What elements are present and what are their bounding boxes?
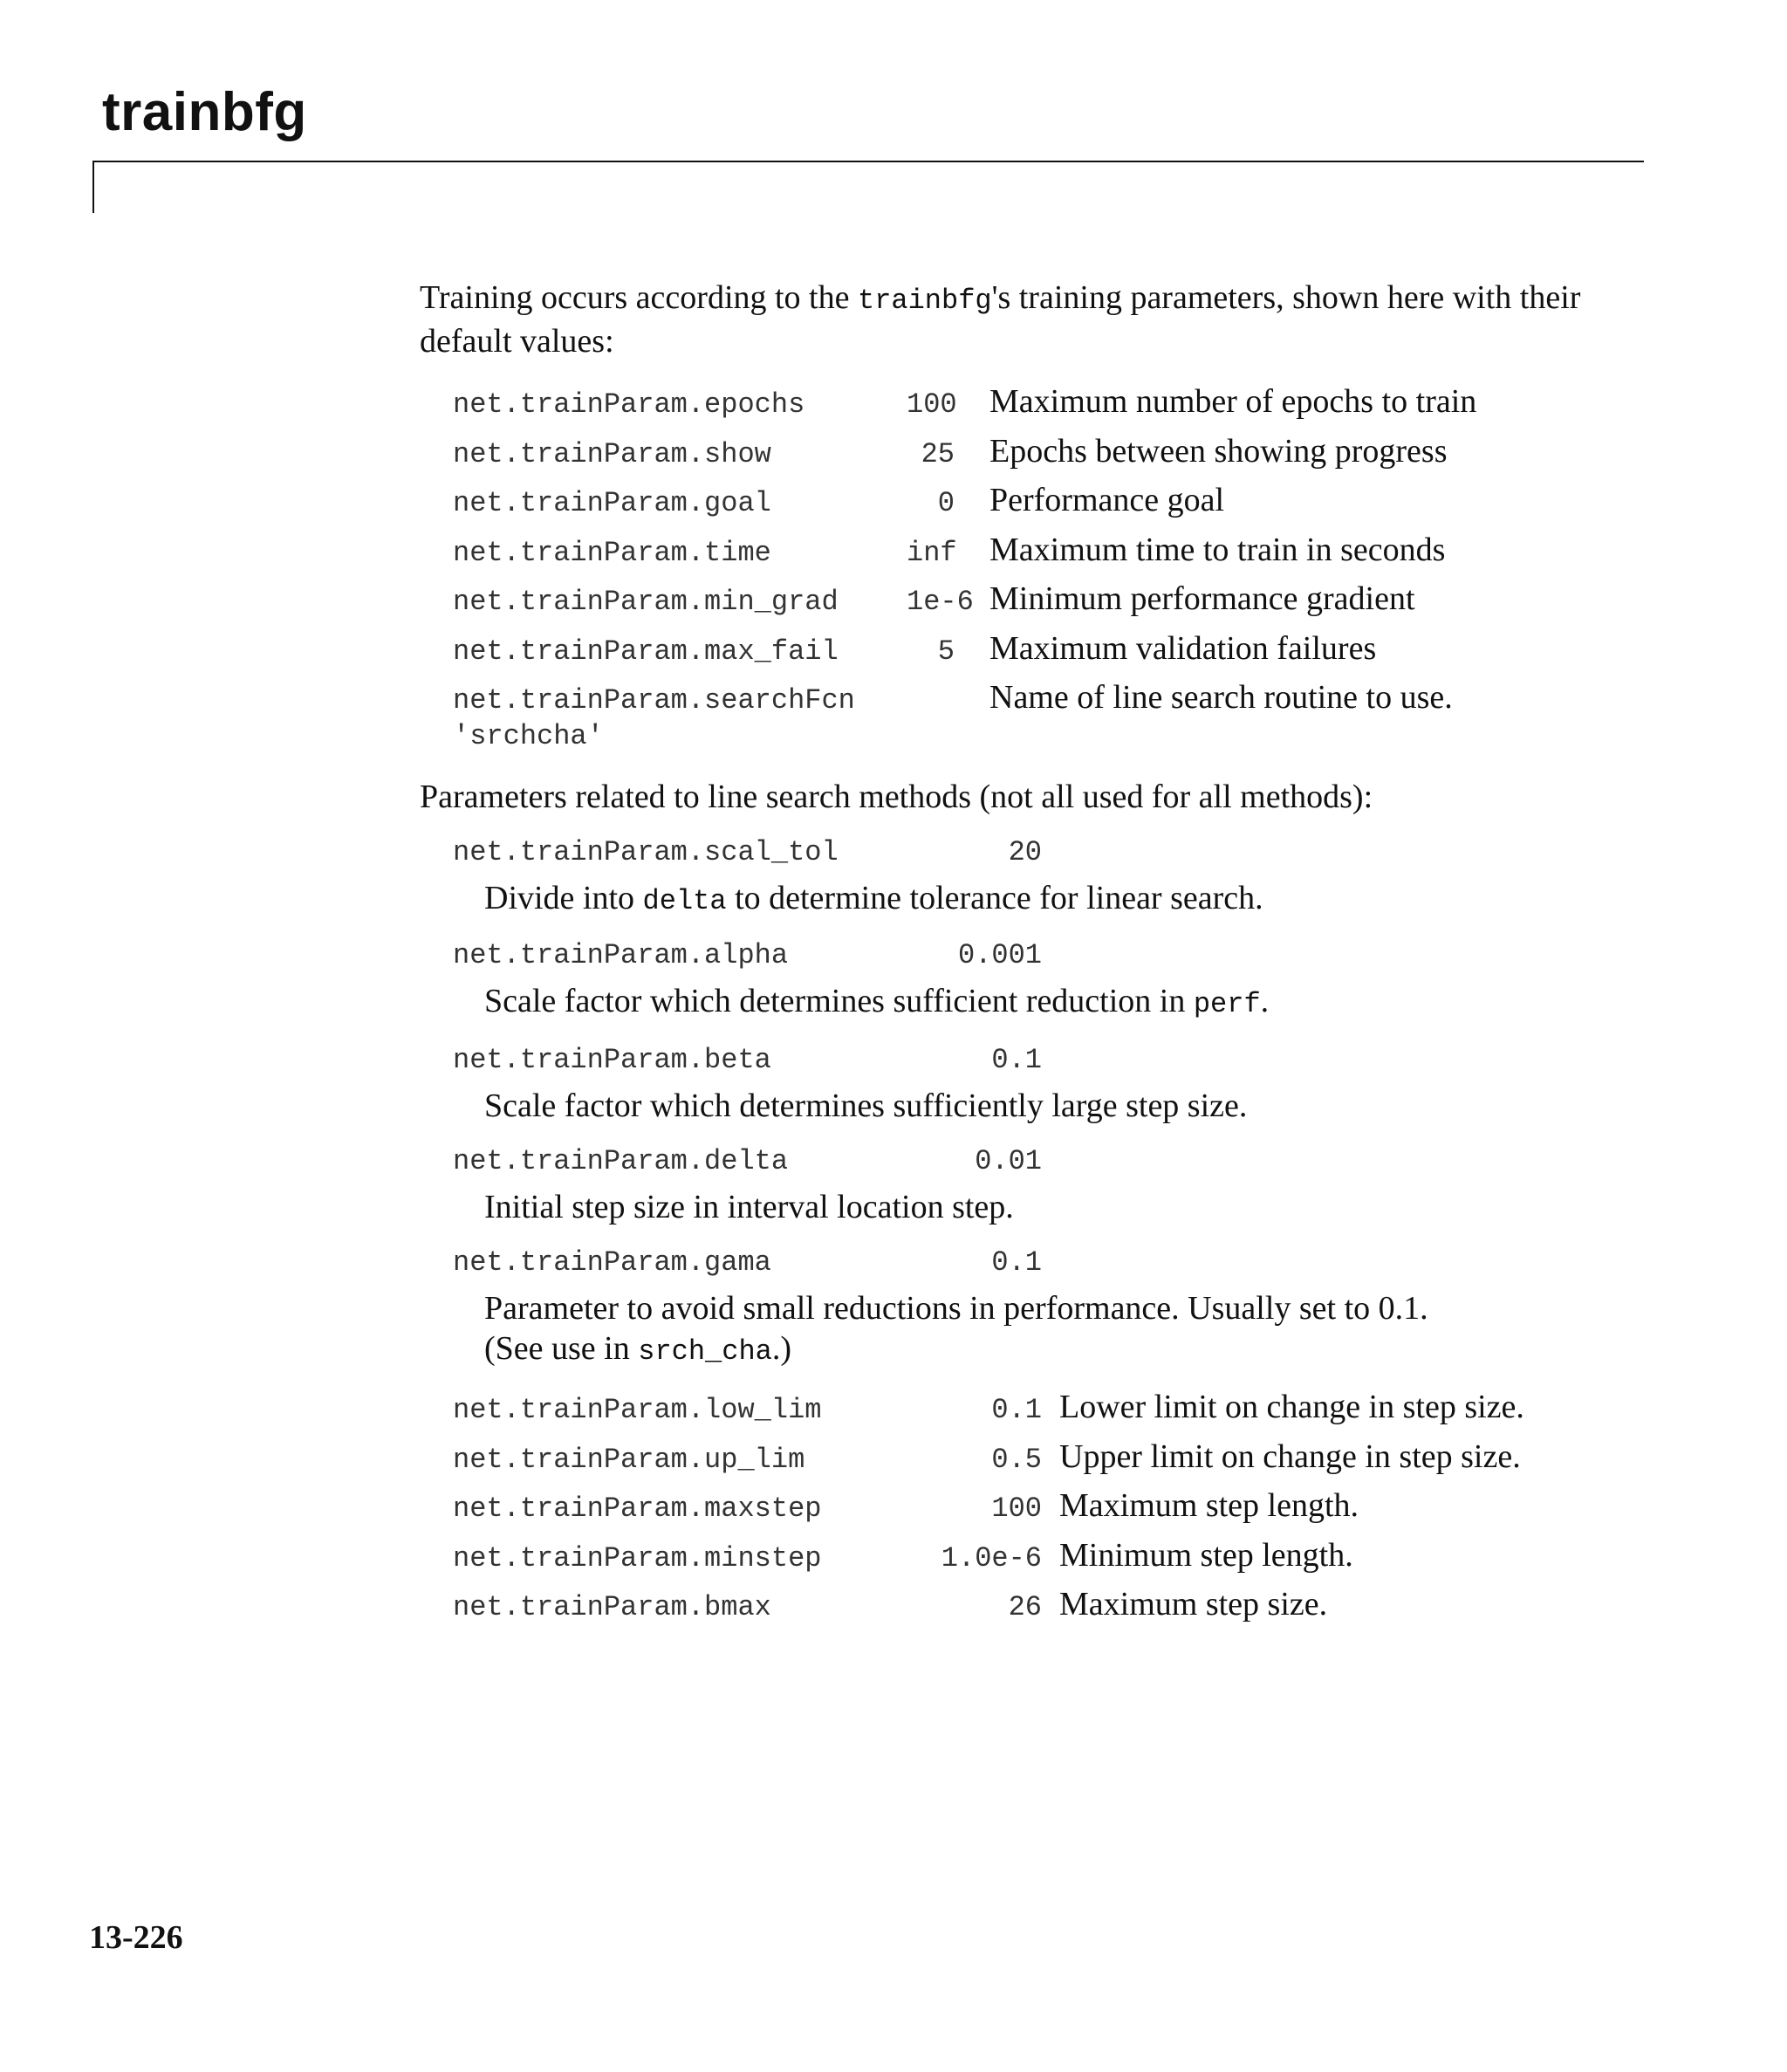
param-desc: Maximum step length. [1059, 1487, 1359, 1524]
line-search-row [453, 836, 1659, 876]
param-value: 'srchcha' [453, 720, 604, 752]
line-search-desc [484, 1328, 1659, 1372]
param-name: net.trainParam.gama [453, 1246, 771, 1279]
limit-row [453, 1585, 1659, 1635]
param-row-searchfcn [453, 678, 1659, 752]
limit-row [453, 1536, 1659, 1586]
param-name: net.trainParam.min_grad [453, 586, 839, 618]
desc-text: (See use in [484, 1330, 639, 1367]
param-name: net.trainParam.epochs [453, 388, 805, 421]
page-number: 13-226 [89, 1919, 183, 1956]
intro-text-before: Training occurs according to the [420, 279, 858, 316]
page-title: trainbfg [102, 82, 307, 142]
param-name: net.trainParam.alpha [453, 939, 789, 971]
intro-text-after: 's training parameters, shown here with their default values: [420, 279, 1581, 360]
param-name: net.trainParam.max_fail [453, 635, 839, 668]
param-name: net.trainParam.time [453, 536, 771, 569]
line-search-desc: Initial step size in interval location step. [484, 1189, 1014, 1225]
param-value: 0.1 [991, 1246, 1042, 1279]
param-desc: Maximum number of epochs to train [989, 383, 1477, 420]
param-value: 0.1 [991, 1044, 1042, 1076]
param-value: 1.0e-6 [941, 1541, 1042, 1575]
limit-row [453, 1437, 1659, 1487]
param-desc: Name of line search routine to use. [989, 679, 1453, 716]
param-row [453, 629, 1659, 679]
param-name: net.trainParam.bmax [453, 1591, 771, 1623]
desc-text: Divide into [484, 880, 643, 916]
param-desc: Maximum time to train in seconds [989, 531, 1446, 568]
param-desc: Maximum validation failures [989, 629, 1377, 667]
param-value: 0.1 [991, 1394, 1042, 1426]
param-name: net.trainParam.searchFcn [453, 684, 855, 717]
desc-code: perf [1193, 988, 1261, 1020]
training-params-table [453, 382, 1659, 752]
param-name: net.trainParam.scal_tol [453, 836, 839, 868]
param-desc: Epochs between showing progress [989, 432, 1448, 470]
param-row [453, 580, 1659, 629]
param-name: net.trainParam.show [453, 437, 771, 470]
param-value: 5 [937, 635, 955, 668]
param-row [453, 432, 1659, 482]
desc-text: .) [771, 1330, 792, 1367]
param-value: 1e-6 [907, 586, 974, 618]
limit-row [453, 1486, 1659, 1536]
param-desc: Lower limit on change in step size. [1059, 1389, 1524, 1425]
param-desc: Maximum step size. [1059, 1586, 1328, 1623]
param-name: net.trainParam.maxstep [453, 1492, 822, 1525]
line-search-params [453, 836, 1659, 1372]
desc-text: Scale factor which determines sufficient reduction in [484, 983, 1194, 1019]
desc-code: srch_cha [638, 1335, 772, 1368]
step-limit-params [453, 1388, 1659, 1635]
intro-code: trainbfg [857, 285, 992, 317]
param-value: 100 [907, 388, 957, 421]
param-value: 0.5 [991, 1443, 1042, 1476]
param-value: 20 [1008, 836, 1042, 868]
line-search-row [453, 1246, 1659, 1286]
param-name: net.trainParam.low_lim [453, 1394, 822, 1426]
line-search-row [453, 1044, 1659, 1084]
param-name: net.trainParam.beta [453, 1044, 771, 1076]
param-value: 100 [991, 1492, 1042, 1525]
header-rule [92, 161, 1644, 162]
line-search-desc [484, 878, 1659, 922]
param-desc: Minimum performance gradient [989, 580, 1415, 617]
param-value: 0.001 [957, 939, 1042, 971]
param-desc: Performance goal [989, 482, 1225, 518]
desc-text: to determine tolerance for linear search. [726, 880, 1263, 916]
param-value: 0 [937, 487, 955, 519]
line-search-heading: Parameters related to line search methods (not all used for all methods): [420, 779, 1373, 815]
param-desc: Minimum step length. [1059, 1536, 1353, 1574]
param-row [453, 382, 1659, 432]
line-search-desc: Scale factor which determines sufficiently large step size. [484, 1087, 1248, 1124]
param-name: net.trainParam.goal [453, 487, 771, 519]
desc-code: delta [642, 885, 727, 917]
param-desc: Upper limit on change in step size. [1059, 1437, 1521, 1475]
intro-paragraph [420, 278, 1659, 361]
desc-text: . [1260, 983, 1270, 1019]
line-search-row [453, 939, 1659, 979]
param-value: 25 [921, 437, 955, 470]
param-name: net.trainParam.minstep [453, 1541, 822, 1575]
limit-row [453, 1388, 1659, 1437]
param-row [453, 481, 1659, 531]
header-tick [92, 161, 94, 213]
param-value: inf [907, 536, 957, 569]
param-value: 0.01 [975, 1145, 1042, 1177]
param-name: net.trainParam.up_lim [453, 1443, 805, 1476]
line-search-desc: Parameter to avoid small reductions in performance. Usually set to 0.1. [484, 1290, 1428, 1327]
line-search-desc [484, 981, 1659, 1025]
param-value: 26 [1008, 1591, 1042, 1623]
main-content [420, 278, 1659, 1635]
param-name: net.trainParam.delta [453, 1145, 789, 1177]
param-row [453, 531, 1659, 580]
line-search-row [453, 1145, 1659, 1185]
